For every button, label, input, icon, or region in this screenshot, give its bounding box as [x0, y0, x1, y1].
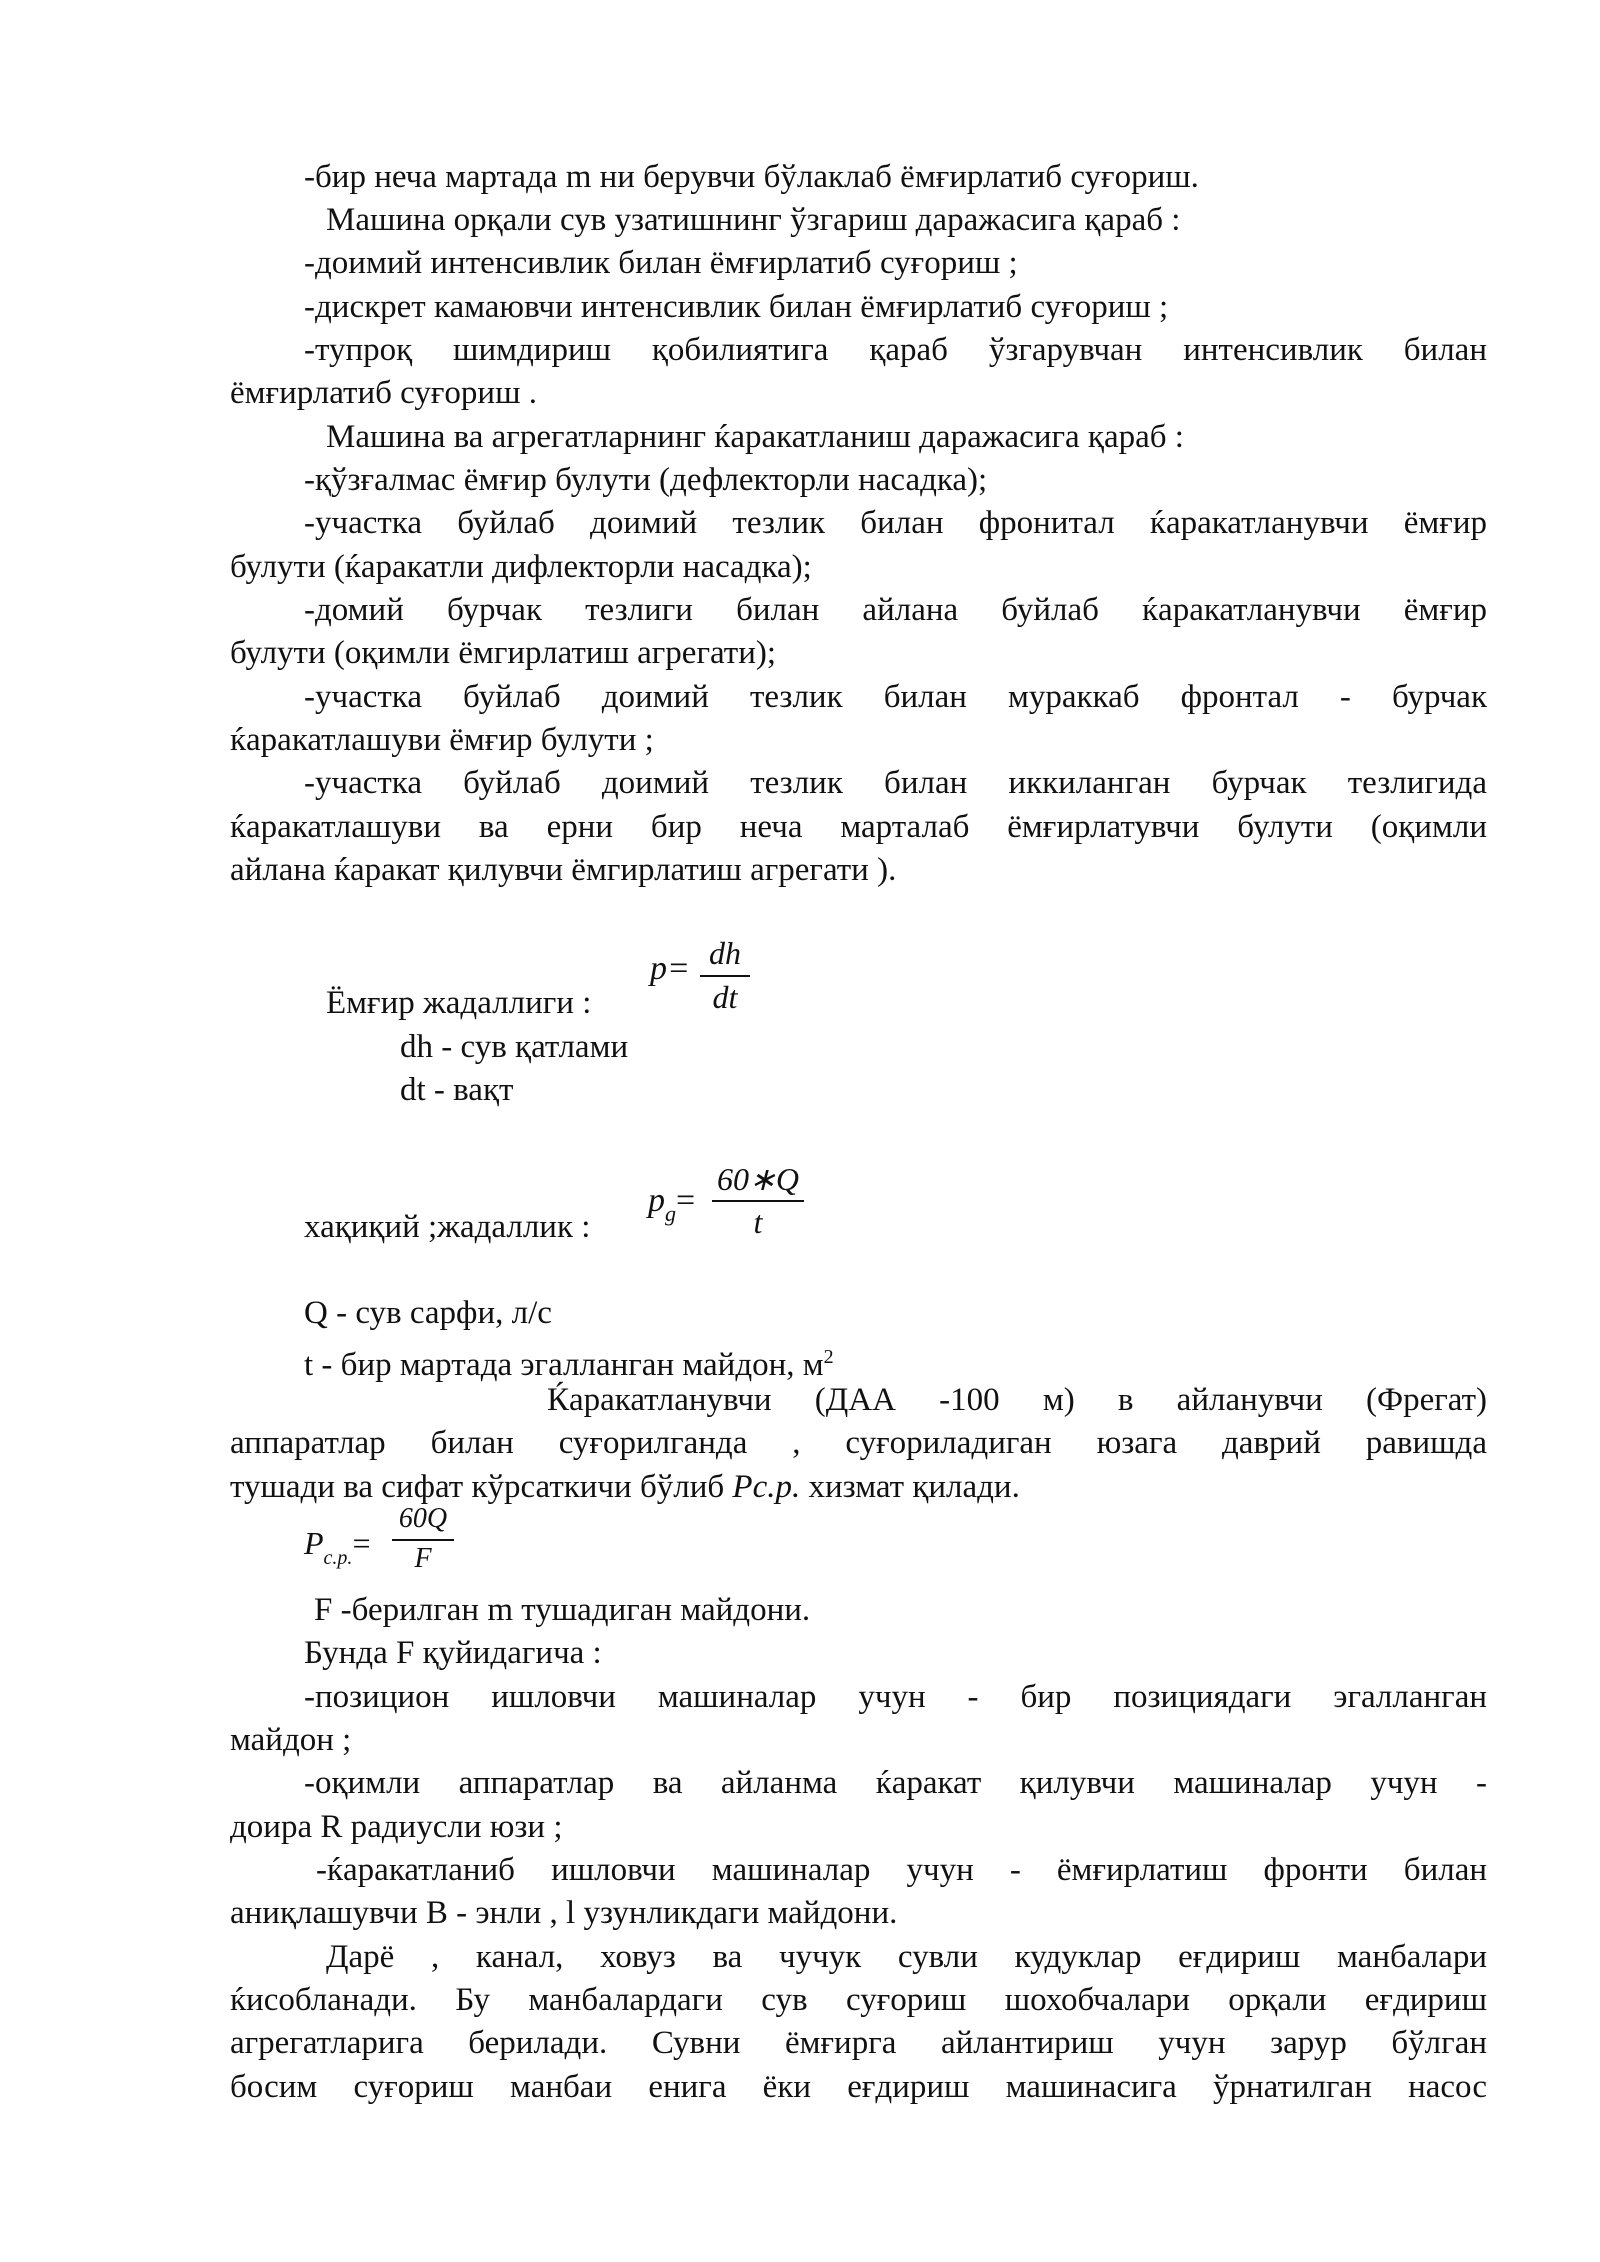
fraction-denominator: dt: [712, 979, 738, 1015]
text-line: -оқимли аппаратлар ва айланма ќаракат қилувчи машиналар учун -: [304, 1765, 1487, 1801]
text-line: Дарё , канал, ховуз ва чучук сувли кудуклар еғдириш манбалари: [326, 1939, 1487, 1975]
formula-definition: t - бир мартада эгалланган майдон, $м^2$: [304, 1346, 834, 1383]
text-line: -участка буйлаб доимий тезлик билан мураккаб фронтал - бурчак: [304, 679, 1487, 715]
text-line: -тупроқ шимдириш қобилиятига қараб ўзгарувчан интенсивлик билан: [304, 332, 1487, 368]
text-line: -участка буйлаб доимий тезлик билан фронитал ќаракатланувчи ёмғир: [304, 505, 1487, 541]
text-line: -участка буйлаб доимий тезлик билан иккиланган бурчак тезлигида: [304, 765, 1487, 801]
text-line: ёмғирлатиб суғориш .: [230, 375, 537, 411]
text-line: Машина ва агрегатларнинг ќаракатланиш даражасига қараб :: [326, 419, 1184, 455]
fraction-bar: [700, 975, 750, 977]
formula-definition: dt - вақт: [400, 1072, 514, 1108]
text-line: -ќаракатланиб ишловчи машиналар учун - ёмғирлатиш фронти билан: [316, 1852, 1487, 1888]
text-line: -доимий интенсивлик билан ёмғирлатиб суғориш ;: [304, 245, 1018, 281]
fraction-denominator: t: [753, 1204, 763, 1240]
text-line: ќаракатлашуви ёмғир булути ;: [230, 722, 654, 758]
fraction-bar: [712, 1200, 804, 1202]
text-line: тушади ва сифат кўрсаткичи бўлиб Pc.p. хизмат қилади.: [230, 1469, 1020, 1505]
text-line: Бунда F қуйидагича :: [304, 1635, 602, 1671]
formula-label: Ёмғир жадаллиги :: [326, 985, 592, 1021]
formula-lhs: $P_{c.p.}=$: [304, 1525, 371, 1569]
text-line: аниқлашувчи B - энли , l узунликдаги майдони.: [230, 1895, 898, 1931]
text-line: булути (оқимли ёмгирлатиш агрегати);: [230, 635, 777, 671]
text-line: -қўзғалмас ёмғир булути (дефлекторли насадка);: [304, 462, 988, 498]
formula-lhs: $p_g=$: [648, 1182, 696, 1226]
text-line: -бир неча мартада m ни берувчи бўлаклаб ёмғирлатиб суғориш.: [304, 159, 1199, 195]
formula-label: хақиқий ;жадаллик :: [304, 1209, 591, 1245]
text-line: ќисобланади. Бу манбалардаги сув суғориш шохобчалари орқали еғдириш: [230, 1982, 1487, 2018]
text-line: доира R радиусли юзи ;: [230, 1809, 563, 1845]
formula-definition: Q - сув сарфи, л/с: [304, 1295, 552, 1331]
text-line: ќаракатлашуви ва ерни бир неча марталаб ёмғирлатувчи булути (оқимли: [230, 809, 1487, 845]
fraction-numerator: 60∗Q: [717, 1161, 799, 1197]
formula-definition: dh - сув қатлами: [400, 1029, 629, 1065]
text-line: -домий бурчак тезлиги билан айлана буйлаб ќаракатланувчи ёмғир: [304, 592, 1487, 628]
fraction-numerator: dh: [709, 935, 741, 971]
text-line: -дискрет камаювчи интенсивлик билан ёмғирлатиб суғориш ;: [304, 289, 1169, 325]
fraction-denominator: F: [414, 1543, 432, 1574]
text-line: F -берилган m тушадиган майдони.: [314, 1592, 811, 1628]
text-line: айлана ќаракат қилувчи ёмгирлатиш агрегати ).: [230, 852, 897, 888]
text-line: -позицион ишловчи машиналар учун - бир позициядаги эгалланган: [304, 1679, 1487, 1715]
fraction-numerator: 60Q: [398, 1503, 448, 1534]
text-line: босим суғориш манбаи енига ёки еғдириш машинасига ўрнатилган насос: [230, 2069, 1487, 2105]
fraction-bar: [392, 1539, 454, 1541]
text-line: булути (ќаракатли дифлекторли насадка);: [230, 549, 812, 585]
text-line: майдон ;: [230, 1722, 352, 1758]
text-line: аппаратлар билан суғорилганда , суғориладиган юзага даврий равишда: [230, 1425, 1487, 1461]
formula-lhs: p=: [650, 950, 690, 987]
text-line: агрегатларига берилади. Сувни ёмғирга айлантириш учун зарур бўлган: [230, 2025, 1487, 2061]
text-line: Машина орқали сув узатишнинг ўзгариш даражасига қараб :: [326, 202, 1181, 238]
text-line: Ќаракатланувчи (ДАА -100 м) в айланувчи (Фрегат): [547, 1382, 1487, 1418]
